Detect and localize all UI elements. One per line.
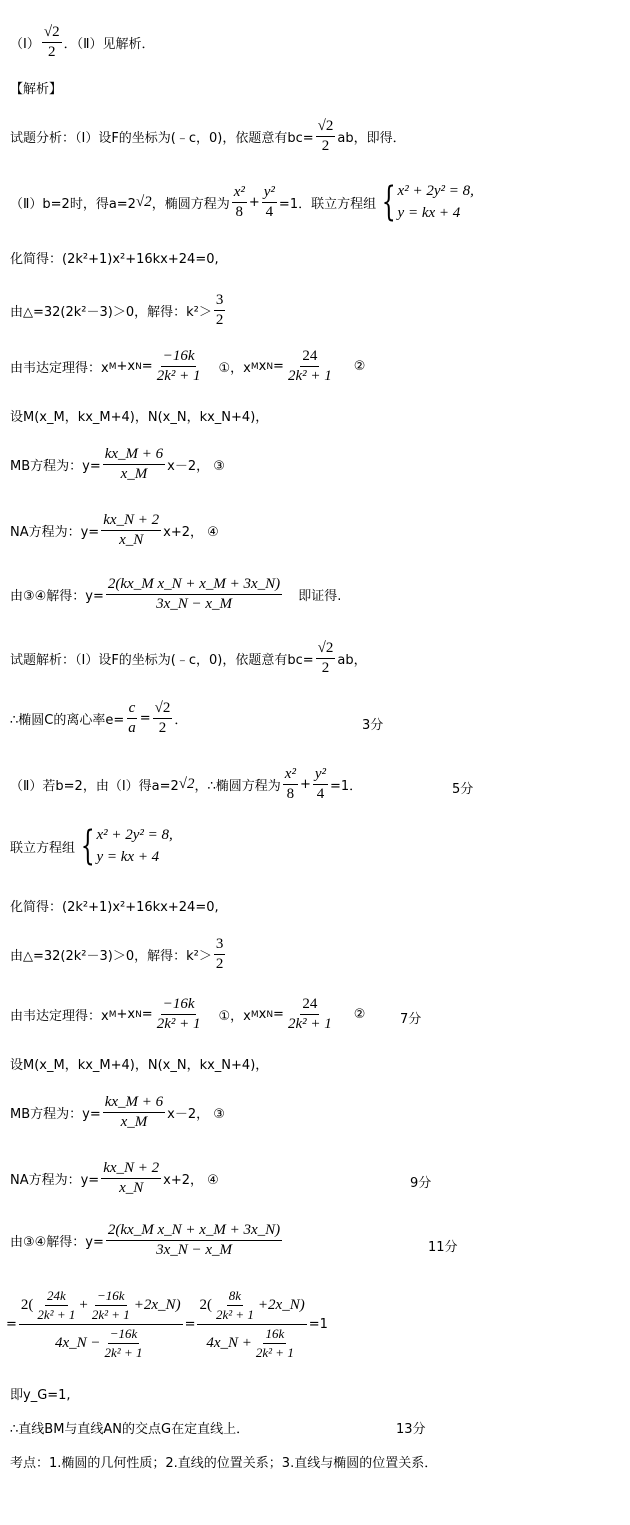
plus-sign: + (248, 194, 260, 210)
fraction-3-over-2: $\frac{3}{2}$ (215, 292, 224, 328)
ellipse-equation-label: ，椭圆方程为 (151, 196, 230, 212)
fraction-na-slope: $\frac{kx\_N + 2}{x\_N}$ (103, 1160, 160, 1196)
analysis-part1-tail: ab，即得． (337, 131, 406, 146)
vieta-text: 由韦达定理得：x (10, 361, 109, 376)
sqrt-value: √2 (178, 776, 195, 792)
fraction-neg16k: $\frac{-16k}{\text{2k² + 1}}$ (104, 1326, 143, 1360)
score-7: 7分 (400, 1012, 422, 1027)
fraction-mb-slope: $\frac{kx\_M + 6}{x\_M}$ (104, 446, 164, 482)
subscript: M (250, 361, 259, 372)
substitution-result (6, 1288, 328, 1361)
fraction-c-over-a: $\frac{c}{a}$ (128, 700, 136, 736)
fraction-sqrt2-over-2: $\frac{√2}{2}$ (43, 24, 60, 60)
conclusion-text: ∴直线BM与直线AN的交点G在定直线上． (10, 1422, 250, 1437)
fraction-16k: $\frac{16k}{\text{2k² + 1}}$ (255, 1326, 294, 1360)
equation-label: NA方程为：y= (10, 525, 100, 540)
denominator-head: 4x_N − (54, 1335, 101, 1351)
equation-label: MB方程为：y= (10, 1107, 101, 1122)
simultaneous-system (10, 824, 173, 868)
fraction-sqrt2-over-2: $\frac{√2}{2}$ (317, 118, 334, 154)
vieta-text: ①，x (218, 1009, 251, 1024)
ellipse-equation-label: ，∴椭圆方程为 (194, 779, 281, 794)
result-value: =1 (308, 1317, 328, 1332)
paren-open: 2( (199, 1297, 212, 1313)
equals-sign: = (184, 1317, 196, 1332)
points-definition: 设M(x_M，kx_M+4)，N(x_N，kx_N+4)， (10, 1058, 269, 1073)
system-row-1: x² + 2y² = 8, (96, 827, 173, 843)
system-row-2: y = kx + 4 (96, 849, 160, 865)
simplified-equation: 化简得：(2k²+1)x²+16kx+24=0, (10, 252, 219, 267)
fraction-y2-over-4: $\frac{\text{y²}}{4}$ (314, 766, 327, 802)
equation-system (75, 824, 173, 868)
system-row-2: y = kx + 4 (397, 205, 461, 221)
fraction-sum-roots: $\frac{-16k}{\text{2k² + 1}}$ (156, 348, 201, 384)
period: ． (174, 713, 188, 728)
solution-part1 (10, 640, 367, 677)
denominator-head: 4x_N + (206, 1335, 252, 1351)
plus-sign: + (299, 777, 311, 792)
score-13: 13分 (396, 1422, 426, 1437)
discriminant-text: 由△=32(2k²－3)＞0，解得：k²＞ (10, 949, 212, 964)
solve-y (10, 1222, 284, 1259)
equation-label: 由③④解得：y= (10, 589, 104, 604)
eccentricity-text: ∴椭圆C的离心率e= (10, 713, 125, 728)
equation-tail: x－2， ③ (167, 1107, 225, 1122)
equals-sign: = (6, 1317, 17, 1332)
brace-icon: { (80, 823, 95, 869)
subscript: M (108, 1009, 117, 1020)
vieta-text: 由韦达定理得：x (10, 1009, 109, 1024)
system-label: =1．联立方程组 (278, 196, 377, 212)
vieta-text: x (258, 359, 267, 374)
fraction-sqrt2-over-2: $\frac{√2}{2}$ (154, 700, 171, 736)
equation-label: 由③④解得：y= (10, 1235, 104, 1250)
conclusion (10, 1418, 249, 1437)
knowledge-points: 考点：1.椭圆的几何性质；2.直线的位置关系；3.直线与椭圆的位置关系． (10, 1456, 438, 1471)
mb-line-equation (10, 446, 225, 483)
simplified-equation: 化简得：(2k²+1)x²+16kx+24=0, (10, 900, 219, 915)
solution-text: （Ⅱ）若b=2，由（Ⅰ）得a=2 (10, 779, 179, 794)
fraction-neg16k: $\frac{-16k}{\text{2k² + 1}}$ (91, 1288, 130, 1322)
numerator-tail: +2x_N) (257, 1297, 305, 1313)
points-definition: 设M(x_M，kx_M+4)，N(x_N，kx_N+4)， (10, 410, 269, 425)
equals-sign: = (273, 359, 284, 374)
na-line-equation (10, 512, 219, 549)
sqrt-value: √2 (135, 193, 152, 210)
na-line-equation (10, 1160, 219, 1197)
subscript: N (266, 361, 274, 372)
discriminant-text: 由△=32(2k²－3)＞0，解得：k²＞ (10, 305, 212, 320)
compound-fraction-1 (19, 1288, 183, 1361)
equals-sign: = (141, 1007, 153, 1022)
circled-number: ② (353, 1007, 366, 1022)
equation-system (376, 180, 474, 224)
fraction-product-roots: $\frac{24}{\text{2k² + 1}}$ (287, 996, 332, 1032)
score-9: 9分 (410, 1176, 432, 1191)
solve-y (10, 576, 341, 613)
equation-tail: x+2， ④ (163, 525, 219, 540)
system-row-1: x² + 2y² = 8, (397, 183, 474, 199)
solution-tail: ab， (337, 653, 367, 668)
vieta-relations (10, 348, 365, 385)
equation-tail: =1． (330, 779, 363, 794)
answer-summary (10, 24, 154, 61)
fraction-product-roots: $\frac{24}{\text{2k² + 1}}$ (287, 348, 332, 384)
section-heading-analysis: 【解析】 (10, 82, 63, 97)
fraction-x2-over-8: $\frac{\text{x²}}{8}$ (284, 766, 296, 802)
analysis-part1-text: 试题分析：（Ⅰ）设F的坐标为(﹣c，0)，依题意有bc= (10, 131, 314, 146)
score-3: 3分 (362, 718, 384, 733)
numerator-tail: +2x_N) (133, 1297, 181, 1313)
equation-label: NA方程为：y= (10, 1173, 100, 1188)
vieta-text: ①，x (218, 361, 251, 376)
equals-sign: = (141, 359, 153, 374)
analysis-part1 (10, 118, 406, 155)
vieta-relations (10, 996, 365, 1033)
eccentricity (10, 700, 187, 737)
subscript: N (135, 361, 142, 372)
plus-sign: + (79, 1297, 88, 1313)
brace-icon: { (381, 179, 396, 225)
fraction-x2-over-8: $\frac{\text{x²}}{8}$ (233, 183, 245, 220)
paren-open: 2( (20, 1297, 34, 1313)
equation-tail: x－2， ③ (167, 459, 225, 474)
equals-sign: = (273, 1007, 284, 1022)
answer-part2-label: ．（Ⅱ）见解析． (63, 37, 155, 52)
fraction-y2-over-4: $\frac{\text{y²}}{4}$ (263, 183, 275, 220)
equation-tail: x+2， ④ (163, 1173, 219, 1188)
fraction-na-slope: $\frac{kx\_N + 2}{x\_N}$ (103, 512, 160, 548)
subscript: M (108, 361, 117, 372)
subscript: N (135, 1009, 142, 1020)
compound-fraction-2 (197, 1288, 306, 1361)
vieta-text: +x (116, 359, 136, 374)
fraction-8k: $\frac{8k}{\text{2k² + 1}}$ (215, 1288, 254, 1322)
analysis-part2 (10, 180, 474, 224)
fraction-mb-slope: $\frac{kx\_M + 6}{x\_M}$ (104, 1094, 164, 1130)
solution-text: 试题解析：（Ⅰ）设F的坐标为(﹣c，0)，依题意有bc= (10, 653, 314, 668)
fraction-y-solution: $\frac{\text{2(kx\_M x\_N + x\_M + 3x\_N)}}{3x\_N - x\_M}$ (107, 1222, 281, 1258)
discriminant-condition (10, 936, 227, 973)
fraction-sum-roots: $\frac{-16k}{\text{2k² + 1}}$ (156, 996, 201, 1032)
fraction-sqrt2-over-2: $\frac{√2}{2}$ (317, 640, 334, 676)
equation-tail: 即证得. (298, 589, 342, 604)
equation-label: MB方程为：y= (10, 459, 101, 474)
fraction-24k: $\frac{24k}{\text{2k² + 1}}$ (37, 1288, 76, 1322)
answer-part1-label: （Ⅰ） (10, 37, 40, 52)
mb-line-equation (10, 1094, 225, 1131)
score-5: 5分 (452, 782, 474, 797)
vieta-text: +x (116, 1007, 136, 1022)
circled-number: ② (353, 359, 366, 374)
discriminant-condition (10, 292, 227, 329)
fraction-y-solution: $\frac{\text{2(kx\_M x\_N + x\_M + 3x\_N)}}{3x\_N - x\_M}$ (107, 576, 281, 612)
yg-result: 即y_G=1, (10, 1388, 71, 1403)
subscript: N (266, 1009, 274, 1020)
equals-sign: = (139, 711, 151, 726)
solution-part2 (10, 766, 362, 803)
system-label: 联立方程组 (10, 840, 76, 856)
fraction-3-over-2: $\frac{3}{2}$ (215, 936, 224, 972)
subscript: M (250, 1009, 259, 1020)
vieta-text: x (258, 1007, 267, 1022)
score-11: 11分 (428, 1240, 458, 1255)
analysis-part2-text: （Ⅱ）b=2时，得a=2 (10, 196, 136, 212)
